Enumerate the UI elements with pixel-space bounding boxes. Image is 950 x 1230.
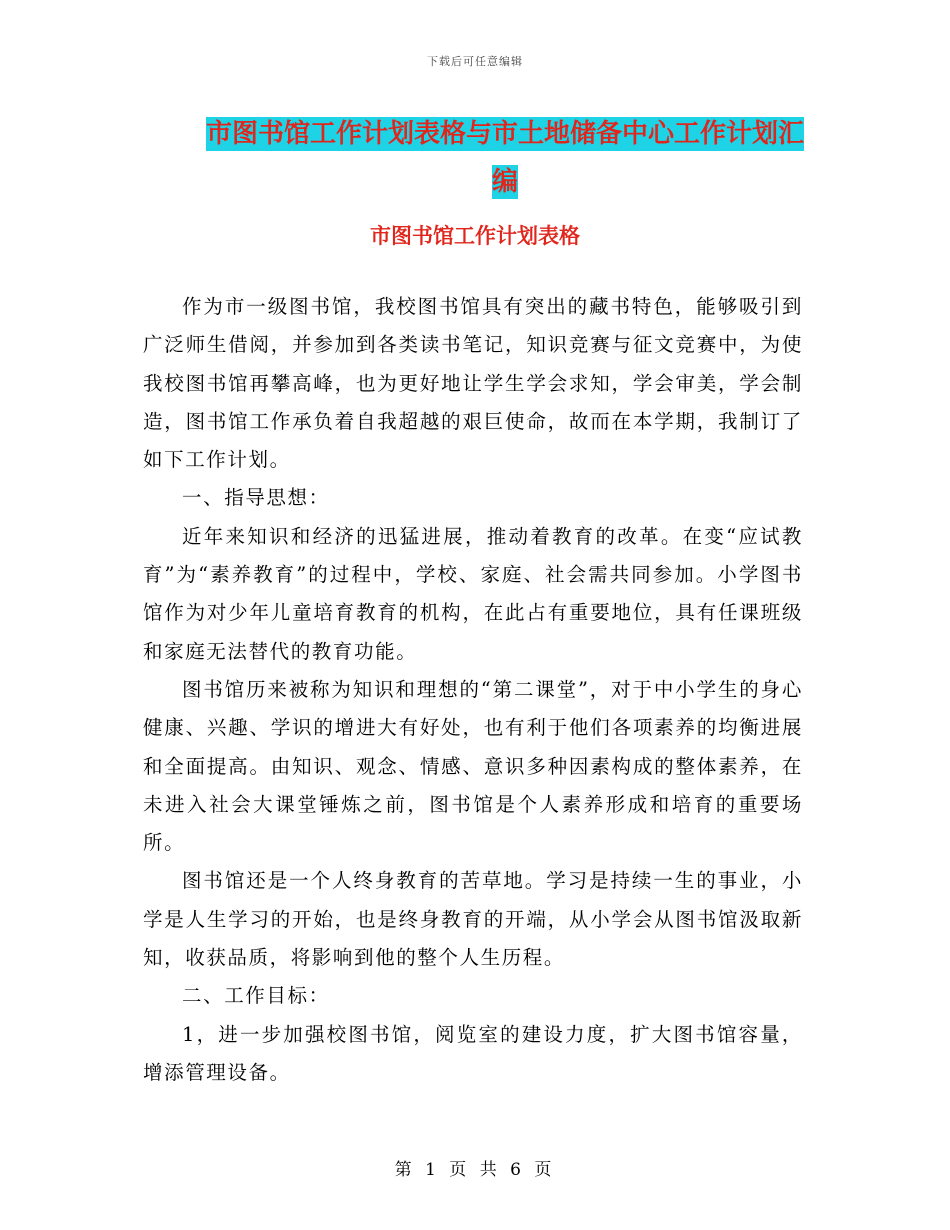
- document-title-line-2: 编: [491, 167, 518, 197]
- paragraph-intro: 作为市一级图书馆，我校图书馆具有突出的藏书特色，能够吸引到广泛师生借阅，并参加到各类读书笔记，知识竞赛与征文竞赛中，为使我校图书馆再攀高峰，也为更好地让学生学会求知，学会审美，学会制造，图书馆工作承负着自我超越的艰巨使命，故而在本学期，我制订了如下工作计划。: [143, 295, 803, 472]
- document-body: [143, 288, 803, 1092]
- page-number: 第 1 页 共 6 页: [394, 1160, 556, 1180]
- section-title: 市图书馆工作计划表格: [370, 224, 580, 248]
- header-note: 下载后可任意编辑: [427, 55, 523, 68]
- document-title: [150, 110, 860, 206]
- paragraph-lifelong-education: 图书馆还是一个人终身教育的苦草地。学习是持续一生的事业，小学是人生学习的开始，也是终身教育的开端，从小学会从图书馆汲取新知，收获品质，将影响到他的整个人生历程。: [143, 869, 803, 970]
- paragraph-second-classroom: 图书馆历来被称为知识和理想的“第二课堂”，对于中小学生的身心健康、兴趣、学识的增进大有好处，也有利于他们各项素养的均衡进展和全面提高。由知识、观念、情感、意识多种因素构成的整体素养，在未进入社会大课堂锤炼之前，图书馆是个人素养形成和培育的重要场所。: [143, 677, 803, 855]
- document-title-line-1: 市图书馆工作计划表格与市土地储备中心工作计划汇: [205, 119, 804, 149]
- paragraph-goal-1: 1，进一步加强校图书馆，阅览室的建设力度，扩大图书馆容量，增添管理设备。: [143, 1022, 803, 1084]
- paragraph-guiding-ideology: 近年来知识和经济的迅猛进展，推动着教育的改革。在变“应试教育”为“素养教育”的过程中，学校、家庭、社会需共同参加。小学图书馆作为对少年儿童培育教育的机构，在此占有重要地位，具有任课班级和家庭无法替代的教育功能。: [143, 524, 803, 663]
- heading-guiding-ideology: 一、指导思想：: [182, 486, 330, 510]
- heading-work-goals: 二、工作目标：: [182, 984, 330, 1008]
